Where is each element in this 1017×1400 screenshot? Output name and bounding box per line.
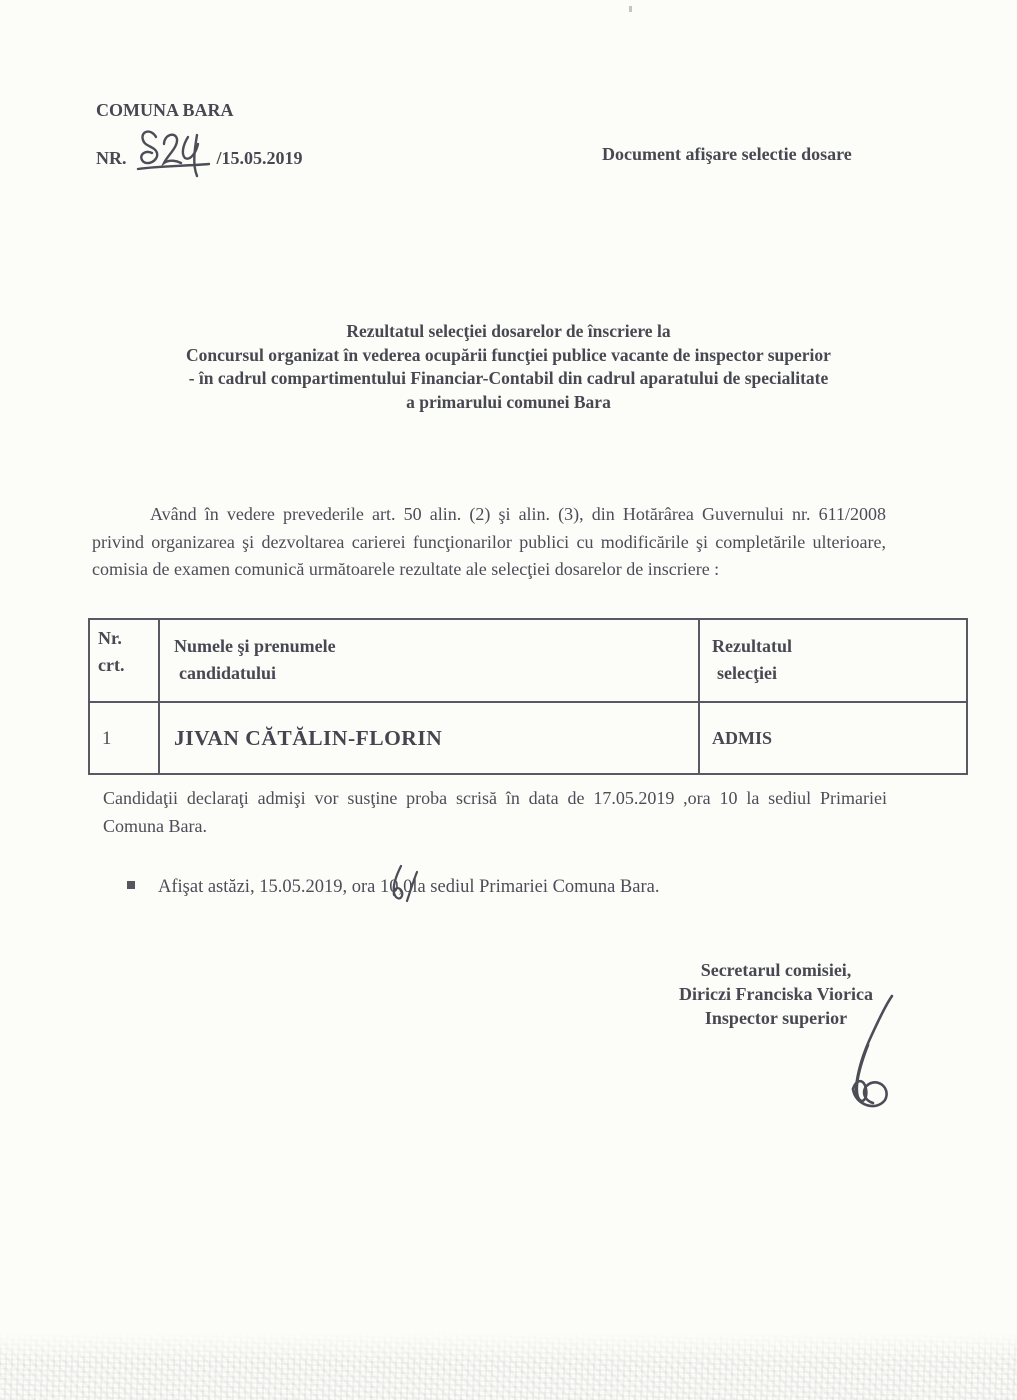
posted-notice-suffix: la sediul Primariei Comuna Bara. xyxy=(412,877,660,897)
note-paragraph: Candidaţii declaraţi admişi vor susţine proba scrisă în data de 17.05.2019 ,ora 10 la sediul Primariei Comuna Bara. xyxy=(103,788,887,836)
posted-notice-overwritten-hour: 0,0 xyxy=(389,877,412,898)
org-name: COMUNA BARA xyxy=(96,100,234,120)
registration-number-line xyxy=(96,123,303,171)
results-table-header-row xyxy=(89,619,967,702)
signature-scribble xyxy=(808,993,900,1120)
results-table xyxy=(88,618,968,775)
header-cell-result: Rezultatul selecţiei xyxy=(699,619,967,702)
registration-number-prefix: NR. xyxy=(96,148,127,168)
cell-nr: 1 xyxy=(89,702,159,774)
bullet-square-icon xyxy=(127,881,135,889)
cell-candidate-name: JIVAN CĂTĂLIN-FLORIN xyxy=(159,702,699,774)
title-line-3: - în cadrul compartimentului Financiar-Contabil din cadrul aparatului de specialitate xyxy=(188,368,829,388)
header-cell-nr: Nr. crt. xyxy=(89,619,159,702)
scan-noise-band xyxy=(0,1332,1017,1400)
table-row xyxy=(89,702,967,774)
title-line-1: Rezultatul selecţiei dosarelor de înscriere la xyxy=(346,321,671,341)
org-header xyxy=(96,98,303,171)
posted-notice-prefix: Afişat astăzi, 15.05.2019, ora 1 xyxy=(158,877,390,897)
signature-role: Secretarul comisiei, xyxy=(700,960,852,980)
handwritten-registration-number xyxy=(135,122,213,185)
title-line-4: a primarului comunei Bara xyxy=(406,391,611,412)
cell-result: ADMIS xyxy=(699,702,967,774)
intro-paragraph: Având în vedere prevederile art. 50 alin. (2) şi alin. (3), din Hotărârea Guvernului nr. 611/2008 privind organizarea şi dezvoltarea carierei funcţionarilor publici cu modificările şi completările ulterioare, comisia de examen comunică următoarele rezultate ale selecţiei dosarelor de inscriere : xyxy=(92,504,886,579)
header-cell-name: Numele şi prenumele candidatului xyxy=(159,619,699,702)
scan-speck xyxy=(629,6,632,12)
registration-number-suffix: /15.05.2019 xyxy=(216,148,303,168)
title-line-2: Concursul organizat în vederea ocupării funcţiei publice vacante de inspector superior xyxy=(186,344,831,365)
signature-name: Diriczi Franciska Viorica xyxy=(679,984,873,1004)
document-title xyxy=(0,320,1017,414)
posted-notice-line xyxy=(127,877,659,898)
document-type-label: Document afişare selectie dosare xyxy=(602,144,852,164)
signature-title: Inspector superior xyxy=(704,1008,848,1028)
